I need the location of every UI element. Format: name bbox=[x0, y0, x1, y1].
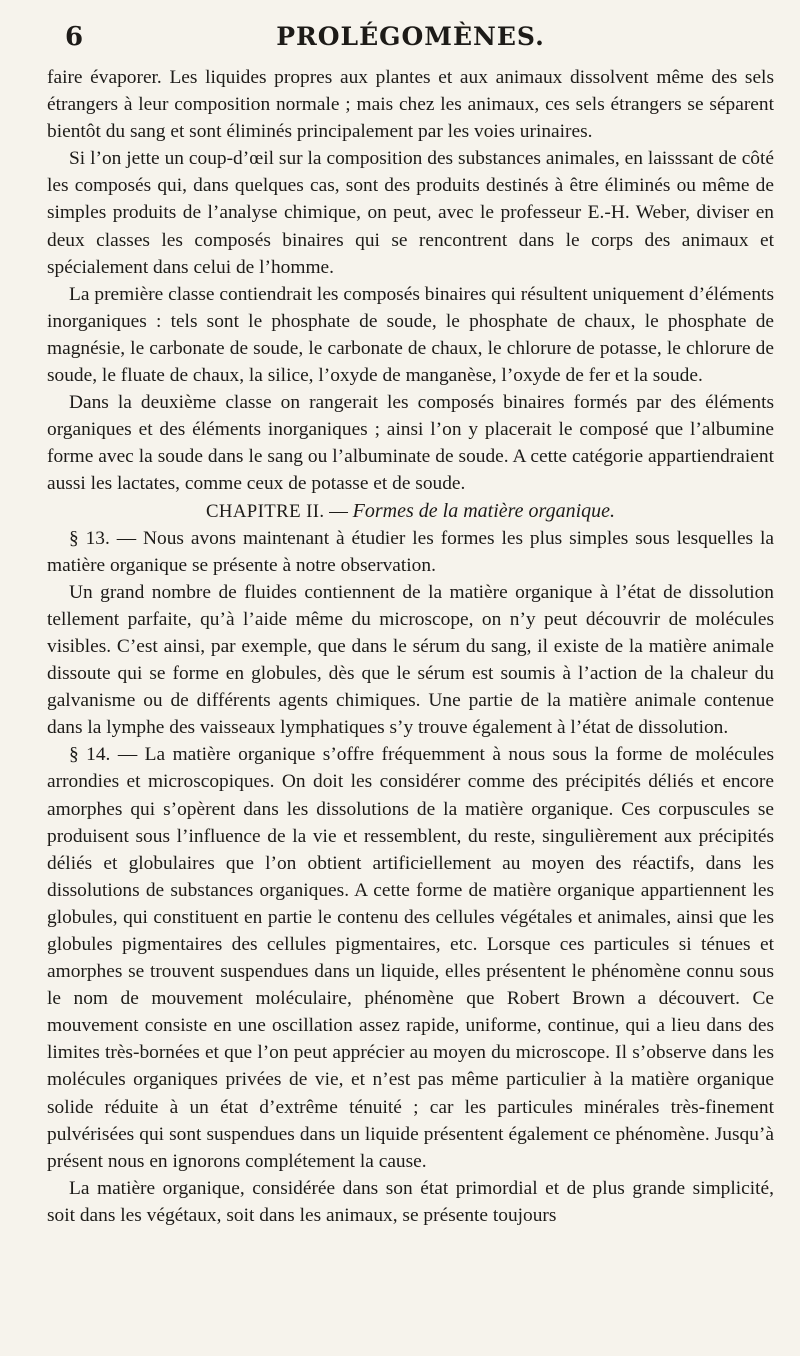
paragraph-second-class: Dans la deuxième classe on rangerait les composés binaires formés par des éléments organiques et des éléments inorganiques ; ainsi l’on y placerait le composé que l’albumine forme avec la soude dans le sang ou l’albuminate de soude. A cette catégorie appartiendraient aussi les lactates, comme ceux de potasse et de soude. bbox=[47, 392, 774, 495]
chapter-dash: — bbox=[324, 500, 353, 522]
page-number: 6 bbox=[65, 22, 84, 52]
running-title: PROLÉGOMÈNES. bbox=[276, 22, 545, 51]
paragraph-primordial-state: La matière organique, considérée dans son état primordial et de plus grande simplicité, soit dans les végétaux, soit dans les animaux, se présente toujours bbox=[47, 1177, 774, 1226]
running-head bbox=[47, 18, 774, 54]
chapter-heading bbox=[47, 498, 774, 525]
paragraph-weber-classes: Si l’on jette un coup-d’œil sur la composition des substances animales, en laisssant de côté les composés qui, dans quelques cas, sont des produits destinés à être éliminés ou même de simples produits de l’analyse chimique, on peut, avec le professeur E.-H. Weber, diviser en deux classes les composés binaires qui se rencontrent dans le corps des animaux et spécialement dans celui de l’homme. bbox=[47, 148, 774, 278]
body-text bbox=[47, 64, 774, 1229]
paragraph-continuation: faire évaporer. Les liquides propres aux plantes et aux animaux dissolvent même des sels étrangers à leur composition normale ; mais chez les animaux, ces sels étrangers se séparent bientôt du sang et sont éliminés principalement par les voies urinaires. bbox=[47, 67, 774, 143]
paragraph-section-13: § 13. — Nous avons maintenant à étudier les formes les plus simples sous lesquelles la matière organique se présente à notre observation. bbox=[47, 527, 774, 576]
paragraph-first-class: La première classe contiendrait les composés binaires qui résultent uniquement d’éléments inorganiques : tels sont le phosphate de soude, le phosphate de chaux, le phosphate de magnésie, le carbonate de soude, le carbonate de chaux, le chlorure de potasse, le chlorure de soude, le fluate de chaux, la silice, l’oxyde de manganèse, l’oxyde de fer et la soude. bbox=[47, 283, 774, 387]
paragraph-dissolution: Un grand nombre de fluides contiennent de la matière organique à l’état de dissolution tellement parfaite, qu’à l’aide même du microscope, on n’y peut découvrir de molécules visibles. C’est ainsi, par exemple, que dans le sérum du sang, il existe de la matière animale dissoute qui se forme en globules, dès que le sérum est soumis à l’action de la chaleur du galvanisme ou de différents agents chimiques. Une partie de la matière animale contenue dans la lymphe des vaisseaux lymphatiques s’y trouve également à l’état de dissolution. bbox=[47, 581, 774, 739]
chapter-title: Formes de la matière organique. bbox=[352, 499, 616, 522]
chapter-label: CHAPITRE II. bbox=[205, 500, 325, 522]
paragraph-section-14: § 14. — La matière organique s’offre fréquemment à nous sous la forme de molécules arrondies et microscopiques. On doit les considérer comme des précipités déliés et encore amorphes qui s’opèrent dans les dissolutions de la matière organique. Ces corpuscules se produisent sous l’influence de la vie et ressemblent, du reste, singulièrement aux précipités déliés et globulaires que l’on obtient artificiellement au moyen des réactifs, dans les dissolutions de substances organiques. A cette forme de matière organique appartiennent les globules, qui constituent en partie le contenu des cellules végétales et animales, ainsi que les globules pigmentaires des cellules pigmentaires, etc. Lorsque ces particules si ténues et amorphes se trouvent suspendues dans un liquide, elles présentent le phénomène connu sous le nom de mouvement moléculaire, phénomène que Robert Brown a découvert. Ce mouvement consiste en une oscillation assez rapide, uniforme, continue, qui a lieu dans des limites très-bornées et que l’on peut apprécier au moyen du microscope. Il s’observe dans les molécules organiques privées de vie, et n’est pas même particulier à la matière organique solide réduite à un état d’extrême ténuité ; car les particules minérales très-finement pulvérisées qui sont suspendues dans un liquide présentent également ce phénomène. Jusqu’à présent nous en ignorons complétement la cause. bbox=[47, 744, 774, 1172]
